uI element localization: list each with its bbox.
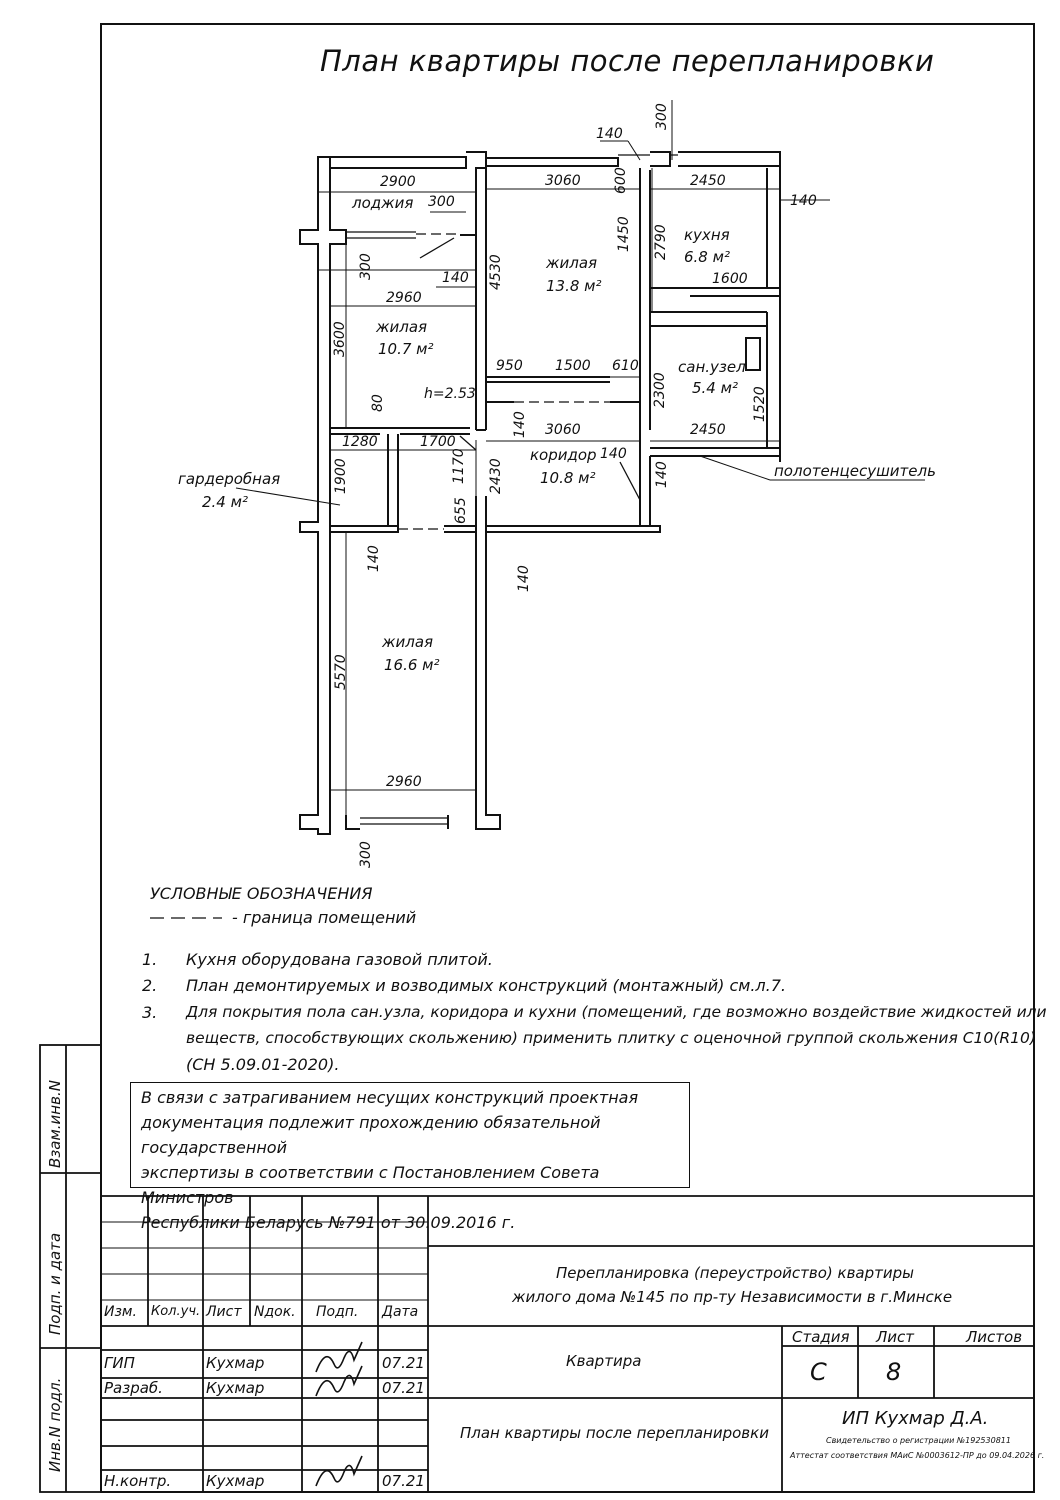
expertise-line: Республики Беларусь №791 от 30.09.2016 г. — [141, 1213, 516, 1232]
dim-text: 140 — [790, 193, 817, 209]
wall-bedroom-bottom — [346, 815, 448, 829]
dim-text: 1500 — [555, 358, 591, 374]
dim-text: 300 — [428, 194, 455, 210]
room-area: 5.4 м² — [692, 379, 738, 397]
ceiling-height: h=2.53 — [424, 386, 476, 402]
room-name: жилая — [382, 633, 434, 651]
col-header-podp: Подп. — [316, 1304, 359, 1320]
dim-text: 300 — [654, 103, 670, 130]
wall-inner-vertical-mid — [476, 168, 486, 430]
note-line: Кухня оборудована газовой плитой. — [186, 950, 493, 969]
signature-gip — [316, 1342, 362, 1372]
expertise-line: документация подлежит прохождению обязательной государственной — [141, 1113, 601, 1157]
room-name: жилая — [376, 318, 428, 336]
dim-text: 140 — [512, 411, 528, 438]
room-name: коридор — [530, 446, 597, 464]
signature-razrab — [316, 1366, 362, 1396]
project-title-line2: жилого дома №145 по пр-ту Независимости в г.Минске — [512, 1288, 953, 1306]
dim-text: 140 — [596, 126, 623, 142]
dim-text: 2960 — [386, 290, 422, 306]
wall-loggia-top — [330, 157, 466, 168]
room-name: лоджия — [352, 194, 414, 212]
signature-nkontr — [316, 1456, 362, 1486]
dim-text: 1600 — [712, 271, 748, 287]
note-line: веществ, способствующих скольжению) применить плитку с оценочной группой скольжения С10(R10) — [186, 1029, 1036, 1047]
object-name: Квартира — [566, 1352, 642, 1370]
dim-text: 655 — [453, 497, 469, 524]
expertise-line: экспертизы в соответствии с Постановлением Совета Министров — [141, 1163, 600, 1207]
room-name: сан.узел — [678, 358, 746, 376]
wall-right-corridor — [640, 430, 650, 526]
signatures — [316, 1342, 362, 1486]
wall-bedroom-right — [476, 496, 500, 829]
role-gip: ГИП — [104, 1354, 135, 1372]
wall-bath-bottom — [650, 448, 780, 456]
room-name: кухня — [684, 226, 730, 244]
dim-text: 3060 — [545, 173, 581, 189]
room-area: 6.8 м² — [684, 248, 730, 266]
window-loggia — [346, 232, 416, 238]
wall-right-kitchen — [767, 160, 780, 288]
name-gip: Кухмар — [206, 1354, 265, 1372]
stage-header: Стадия — [792, 1328, 850, 1346]
date-nkontr: 07.21 — [382, 1472, 425, 1490]
note-number: 3. — [142, 1003, 158, 1022]
col-header-koluch: Кол.уч. — [151, 1304, 201, 1319]
sheet-number: 8 — [886, 1358, 902, 1386]
dim-text: 2790 — [653, 224, 669, 260]
dim-text: 1700 — [420, 434, 456, 450]
door-swing-1 — [420, 238, 454, 258]
dim-text: 2450 — [690, 422, 726, 438]
wall-top-kitchen — [650, 152, 780, 166]
wall-inner-living-right — [640, 168, 650, 430]
role-razrab: Разраб. — [104, 1379, 163, 1397]
wall-outer-left — [300, 157, 346, 834]
dim-text: 300 — [358, 253, 374, 280]
wall-closet-right — [388, 434, 398, 526]
dim-text: 80 — [370, 394, 386, 412]
note-line: План демонтируемых и возводимых конструкций (монтажный) см.л.7. — [186, 976, 786, 995]
dim-text: 3600 — [332, 321, 348, 357]
name-razrab: Кухмар — [206, 1379, 265, 1397]
room-area: 16.6 м² — [384, 656, 440, 674]
organization-name: ИП Кухмар Д.А. — [842, 1408, 989, 1429]
dim-text: 2300 — [652, 372, 668, 408]
note-line: Для покрытия пола сан.узла, коридора и кухни (помещений, где возможно воздействие жидкостей или — [186, 1003, 1047, 1021]
date-gip: 07.21 — [382, 1354, 425, 1372]
stage-value: С — [810, 1358, 827, 1386]
project-title-line1: Перепланировка (переустройство) квартиры — [556, 1264, 914, 1282]
dim-text: 1280 — [342, 434, 378, 450]
door-swing-2 — [620, 462, 640, 500]
room-area: 2.4 м² — [202, 493, 248, 511]
dim-text: 5570 — [333, 654, 349, 690]
side-label-podp: Подп. и дата — [46, 1232, 64, 1335]
note-number: 2. — [142, 976, 158, 995]
note-number: 1. — [142, 950, 158, 969]
note-line: (СН 5.09.01-2020). — [186, 1055, 340, 1074]
side-label-vzam: Взам.инв.N — [46, 1080, 64, 1168]
wall-bath-top — [650, 312, 767, 326]
col-header-izm: Изм. — [104, 1304, 137, 1320]
legend-item-room-boundary: - граница помещений — [232, 908, 417, 927]
side-labels — [46, 1080, 64, 1472]
dim-text: 2960 — [386, 774, 422, 790]
wall-right-bath — [767, 288, 780, 462]
role-nkontr: Н.контр. — [104, 1472, 172, 1490]
dim-text: 1520 — [752, 386, 768, 422]
wall-top-living — [486, 158, 618, 166]
dim-text: 950 — [496, 358, 523, 374]
window-bedroom — [360, 818, 448, 824]
drawing-title: План квартиры после перепланировки — [320, 44, 935, 78]
door-swing-3 — [460, 436, 476, 450]
dim-text: 2900 — [380, 174, 416, 190]
dim-text: 1900 — [333, 458, 349, 494]
col-header-data: Дата — [382, 1304, 419, 1320]
dim-text: 1170 — [451, 448, 467, 484]
side-label-inv: Инв.N подл. — [46, 1377, 64, 1472]
col-header-ndok: Nдок. — [254, 1304, 296, 1320]
wall-living-bottom — [486, 377, 610, 382]
wall-mid-bottom — [330, 526, 660, 532]
room-name: гардеробная — [178, 470, 281, 488]
wall-loggia-right — [460, 152, 486, 235]
sheets-header: Листов — [966, 1328, 1023, 1346]
dim-text: 140 — [366, 545, 382, 572]
expertise-notice — [130, 1082, 690, 1232]
dim-text: 140 — [516, 565, 532, 592]
date-razrab: 07.21 — [382, 1379, 425, 1397]
dim-text: 140 — [600, 446, 627, 462]
organization-registration: Свидетельство о регистрации №192530811 — [826, 1436, 1011, 1445]
dim-text: 2430 — [488, 458, 504, 494]
dim-text: 300 — [358, 841, 374, 868]
dim-text: 2450 — [690, 173, 726, 189]
col-header-list: Лист — [206, 1304, 242, 1320]
wall-kitchen-mid — [650, 288, 780, 296]
room-area: 10.8 м² — [540, 469, 596, 487]
room-name: жилая — [546, 254, 598, 272]
sheet-header: Лист — [876, 1328, 915, 1346]
organization-certificate: Аттестат соответствия МАиС №0003612-ПР до 09.04.2026 г. — [790, 1451, 1045, 1460]
legend-heading: УСЛОВНЫЕ ОБОЗНАЧЕНИЯ — [150, 884, 373, 903]
sheet-title: План квартиры после перепланировки — [460, 1424, 769, 1442]
dim-text: 140 — [442, 270, 469, 286]
expertise-line: В связи с затрагиванием несущих конструкций проектная — [141, 1088, 639, 1107]
room-area: 10.7 м² — [378, 340, 434, 358]
towel-dryer-label: полотенцесушитель — [774, 462, 936, 480]
dim-text: 140 — [654, 461, 670, 488]
name-nkontr: Кухмар — [206, 1472, 265, 1490]
dim-text: 1450 — [616, 216, 632, 252]
dim-text: 600 — [613, 167, 629, 194]
dim-text: 3060 — [545, 422, 581, 438]
room-area: 13.8 м² — [546, 277, 602, 295]
wall-bath-inner — [746, 338, 760, 370]
dim-text: 610 — [612, 358, 639, 374]
dim-text: 4530 — [488, 254, 504, 290]
